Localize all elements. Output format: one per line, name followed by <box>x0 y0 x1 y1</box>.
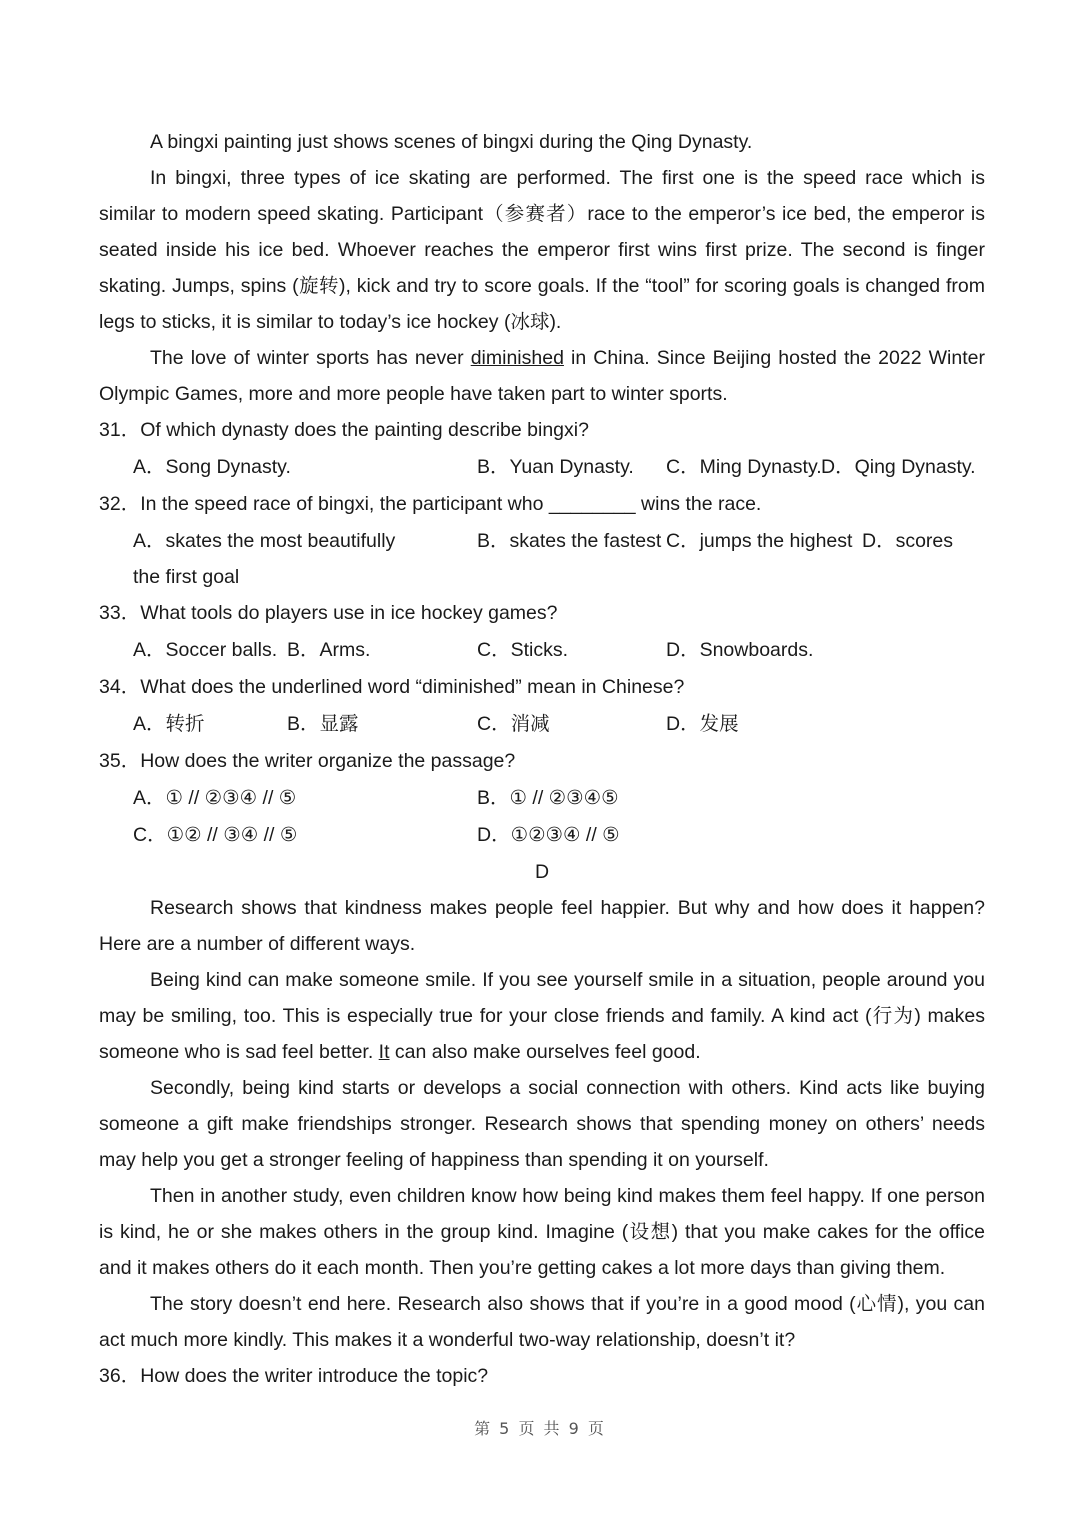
passage-c-paragraph-3-end: in China. Since Beijing hosted the 2022 Winter Olympic Games, more and more people have taken part to winter sports. <box>99 347 985 405</box>
option-c: C．①② // ③④ // ⑤ <box>133 824 298 846</box>
passage-d-paragraph-1: Research shows that kindness makes people feel happier. But why and how does it happen? Here are a number of different ways. <box>99 897 985 955</box>
option-a: A．Song Dynasty. <box>133 456 291 478</box>
passage-d-paragraph-3: Secondly, being kind starts or develops a social connection with others. Kind acts like buying someone a gift make friendships stronger. Research shows that spending money on others’ needs may help you get a stronger feeling of happiness than spending it on yourself. <box>99 1077 985 1171</box>
section-heading: D <box>534 861 550 883</box>
passage-d-paragraph-5: The story doesn’t end here. Research also shows that if you’re in a good mood (心情), you can act much more kindly. This makes it a wonderful two-way relationship, doesn’t it? <box>99 1293 985 1351</box>
passage-c-paragraph-3-start: The love of winter sports has never <box>150 347 471 369</box>
question-33-options <box>133 632 985 669</box>
option-b: B．Arms. <box>287 639 371 661</box>
option-d: D．①②③④ // ⑤ <box>477 824 620 846</box>
passage-c-paragraph-3 <box>99 340 985 412</box>
passage-d-paragraph-4: Then in another study, even children know how being kind makes them feel happy. If one person is kind, he or she makes others in the group kind. Imagine (设想) that you make cakes for the office and it makes others do it each month. Then you’re getting cakes a lot more days than giving them. <box>99 1185 985 1279</box>
question-34-stem: 34．What does the underlined word “diminished” mean in Chinese? <box>99 676 685 698</box>
option-d: D．scores the first goal <box>133 530 954 588</box>
option-d: D．Qing Dynasty. <box>821 456 976 478</box>
option-a: A．Soccer balls. <box>133 639 278 661</box>
option-c: C．Ming Dynasty. <box>666 456 822 478</box>
question-32-stem: 32．In the speed race of bingxi, the participant who ________ wins the race. <box>99 493 762 515</box>
option-b: B．Yuan Dynasty. <box>477 456 634 478</box>
passage-c-paragraph-1: A bingxi painting just shows scenes of bingxi during the Qing Dynasty. <box>150 131 753 153</box>
underlined-word-it: It <box>378 1041 390 1063</box>
question-33-stem: 33．What tools do players use in ice hockey games? <box>99 602 558 624</box>
question-36-stem: 36．How does the writer introduce the topic? <box>99 1365 489 1387</box>
exam-page <box>99 124 985 1395</box>
passage-c-paragraph-2: In bingxi, three types of ice skating are performed. The first one is the speed race which is similar to modern speed skating. Participant（参赛者）race to the emperor’s ice bed, the emperor is seated inside his ice bed. Whoever reaches the emperor first wins first prize. The second is finger skating. Jumps, spins (旋转), kick and try to score goals. If the “tool” for scoring goals is changed from legs to sticks, it is similar to today’s ice hockey (冰球). <box>99 167 985 333</box>
underlined-word-diminished: diminished <box>470 347 564 369</box>
option-c: C．Sticks. <box>477 639 569 661</box>
question-35-stem: 35．How does the writer organize the passage? <box>99 750 516 772</box>
option-a: A．转折 <box>133 713 205 735</box>
question-35-options-row-1 <box>133 780 985 817</box>
question-32-options <box>133 523 985 595</box>
question-35-options-row-2 <box>133 817 985 854</box>
option-c: C．jumps the highest <box>666 530 853 552</box>
option-c: C．消减 <box>477 713 550 735</box>
question-34-options <box>133 706 985 743</box>
option-a: A．① // ②③④ // ⑤ <box>133 787 297 809</box>
option-d: D．Snowboards. <box>666 639 814 661</box>
question-31-options <box>133 449 985 486</box>
option-b: B．显露 <box>287 713 359 735</box>
passage-d-paragraph-2 <box>99 962 985 1070</box>
option-a: A．skates the most beautifully <box>133 530 396 552</box>
passage-d-paragraph-2-end: can also make ourselves feel good. <box>389 1041 701 1063</box>
page-footer: 第 5 页 共 9 页 <box>474 1419 606 1438</box>
question-31-stem: 31．Of which dynasty does the painting describe bingxi? <box>99 419 589 441</box>
option-d: D．发展 <box>666 713 739 735</box>
option-b: B．skates the fastest <box>477 530 662 552</box>
passage-d-paragraph-2-start: Being kind can make someone smile. If you see yourself smile in a situation, people around you may be smiling, too. This is especially true for your close friends and family. A kind act (行为) makes someone who is sad feel better. <box>99 969 985 1063</box>
option-b: B．① // ②③④⑤ <box>477 787 619 809</box>
